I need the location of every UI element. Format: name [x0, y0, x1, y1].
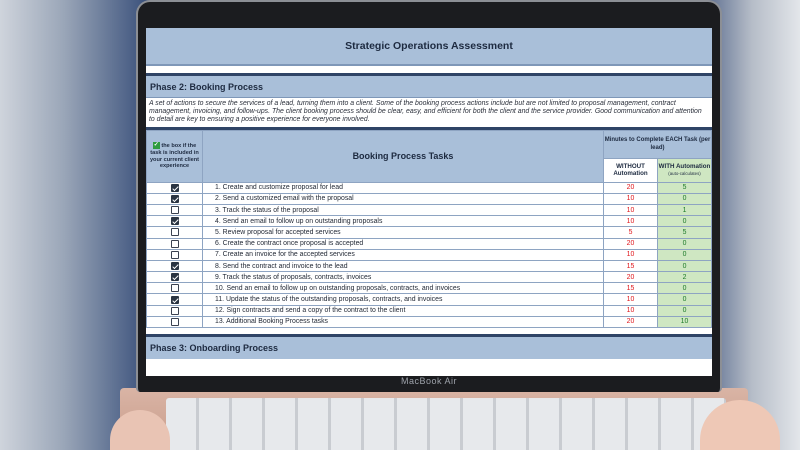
minutes-with-automation: 1	[658, 204, 712, 215]
minutes-without-automation[interactable]: 15	[604, 260, 658, 271]
check-badge-icon: ✓	[153, 142, 159, 149]
task-label[interactable]: 9. Track the status of proposals, contracts, invoices	[203, 272, 604, 283]
table-row	[147, 272, 712, 283]
table-row	[147, 204, 712, 215]
minutes-with-automation: 0	[658, 238, 712, 249]
task-label[interactable]: 8. Send the contract and invoice to the lead	[203, 260, 604, 271]
minutes-without-automation[interactable]: 10	[604, 216, 658, 227]
minutes-with-automation: 5	[658, 182, 712, 193]
minutes-with-automation: 0	[658, 305, 712, 316]
without-column-header: WITHOUT Automation	[604, 158, 658, 182]
checkbox-cell	[147, 238, 203, 249]
task-label[interactable]: 11. Update the status of the outstanding proposals, contracts, and invoices	[203, 294, 604, 305]
table-row	[147, 283, 712, 294]
spacer-row	[146, 328, 712, 337]
task-checkbox[interactable]	[171, 184, 179, 192]
task-checkbox[interactable]	[171, 273, 179, 281]
task-checkbox[interactable]	[171, 251, 179, 259]
table-row	[147, 238, 712, 249]
minutes-with-automation: 0	[658, 193, 712, 204]
laptop-keyboard	[166, 398, 726, 450]
table-row	[147, 216, 712, 227]
task-label[interactable]: 3. Track the status of the proposal	[203, 204, 604, 215]
laptop-brand-label: MacBook Air	[400, 376, 458, 386]
minutes-with-automation: 0	[658, 216, 712, 227]
sheet-title: Strategic Operations Assessment	[146, 28, 712, 66]
minutes-without-automation[interactable]: 10	[604, 204, 658, 215]
minutes-without-automation[interactable]: 20	[604, 182, 658, 193]
check-column-label: the box if the task is included in your current client experience	[149, 143, 200, 170]
checkbox-cell	[147, 294, 203, 305]
phase3-header: Phase 3: Onboarding Process	[146, 337, 712, 359]
phase2-header: Phase 2: Booking Process	[146, 76, 712, 98]
minutes-label-post: Task (per lead)	[650, 137, 711, 152]
task-checkbox[interactable]	[171, 296, 179, 304]
table-row	[147, 249, 712, 260]
minutes-with-automation: 0	[658, 260, 712, 271]
checkbox-cell	[147, 283, 203, 294]
minutes-with-automation: 5	[658, 227, 712, 238]
task-checkbox[interactable]	[171, 262, 179, 270]
task-checkbox[interactable]	[171, 195, 179, 203]
task-label[interactable]: 12. Sign contracts and send a copy of the contract to the client	[203, 305, 604, 316]
checkbox-cell	[147, 316, 203, 327]
minutes-without-automation[interactable]: 10	[604, 193, 658, 204]
minutes-with-automation: 0	[658, 294, 712, 305]
checkbox-cell	[147, 249, 203, 260]
minutes-without-automation[interactable]: 20	[604, 238, 658, 249]
minutes-without-automation[interactable]: 15	[604, 283, 658, 294]
check-column-header	[147, 130, 203, 182]
task-checkbox[interactable]	[171, 318, 179, 326]
minutes-without-automation[interactable]: 5	[604, 227, 658, 238]
task-label[interactable]: 13. Additional Booking Process tasks	[203, 316, 604, 327]
minutes-with-automation: 2	[658, 272, 712, 283]
table-row	[147, 227, 712, 238]
task-checkbox[interactable]	[171, 240, 179, 248]
minutes-without-automation[interactable]: 10	[604, 249, 658, 260]
with-column-label: WITH Automation	[658, 163, 711, 171]
minutes-with-automation: 10	[658, 316, 712, 327]
task-label[interactable]: 7. Create an invoice for the accepted services	[203, 249, 604, 260]
checkbox-cell	[147, 260, 203, 271]
minutes-without-automation[interactable]: 20	[604, 272, 658, 283]
minutes-label-pre: Minutes	[604, 137, 628, 144]
task-label[interactable]: 10. Send an email to follow up on outstanding proposals, contracts, and invoices	[203, 283, 604, 294]
task-checkbox[interactable]	[171, 206, 179, 214]
task-label[interactable]: 1. Create and customize proposal for lead	[203, 182, 604, 193]
table-row	[147, 294, 712, 305]
task-label[interactable]: 2. Send a customized email with the proposal	[203, 193, 604, 204]
minutes-with-automation: 0	[658, 283, 712, 294]
task-rows	[147, 182, 712, 327]
minutes-column-header	[604, 130, 712, 158]
table-row	[147, 260, 712, 271]
checkbox-cell	[147, 204, 203, 215]
checkbox-cell	[147, 216, 203, 227]
table-row	[147, 182, 712, 193]
checkbox-cell	[147, 305, 203, 316]
with-column-sublabel: (auto-calculates)	[668, 171, 701, 177]
minutes-with-automation: 0	[658, 249, 712, 260]
task-checkbox[interactable]	[171, 217, 179, 225]
minutes-without-automation[interactable]: 10	[604, 305, 658, 316]
task-label[interactable]: 4. Send an email to follow up on outstanding proposals	[203, 216, 604, 227]
tasks-column-header: Booking Process Tasks	[203, 130, 604, 182]
checkbox-cell	[147, 182, 203, 193]
task-checkbox[interactable]	[171, 228, 179, 236]
checkbox-cell	[147, 272, 203, 283]
table-row	[147, 316, 712, 327]
minutes-label-mid: to Complete	[627, 137, 666, 144]
minutes-without-automation[interactable]: 10	[604, 294, 658, 305]
with-column-header	[658, 158, 712, 182]
task-label[interactable]: 6. Create the contract once proposal is accepted	[203, 238, 604, 249]
spacer-row	[146, 66, 712, 76]
task-checkbox[interactable]	[171, 284, 179, 292]
phase2-description: A set of actions to secure the services of a lead, turning them into a client. Some of the booking process actions include but are not limited to proposal management, contract management, invoicing, and follow-ups. The client booking process should be clear, easy, and efficient for both the client and the service provider. Good communication and attention to detail are key to ensuring a positive experience for everyone involved.	[146, 98, 712, 130]
booking-tasks-table	[146, 130, 712, 328]
task-checkbox[interactable]	[171, 307, 179, 315]
minutes-label-each: EACH	[665, 137, 683, 144]
table-row	[147, 305, 712, 316]
task-label[interactable]: 5. Review proposal for accepted services	[203, 227, 604, 238]
minutes-without-automation[interactable]: 20	[604, 316, 658, 327]
checkbox-cell	[147, 227, 203, 238]
laptop-screen	[146, 28, 712, 376]
table-row	[147, 193, 712, 204]
checkbox-cell	[147, 193, 203, 204]
